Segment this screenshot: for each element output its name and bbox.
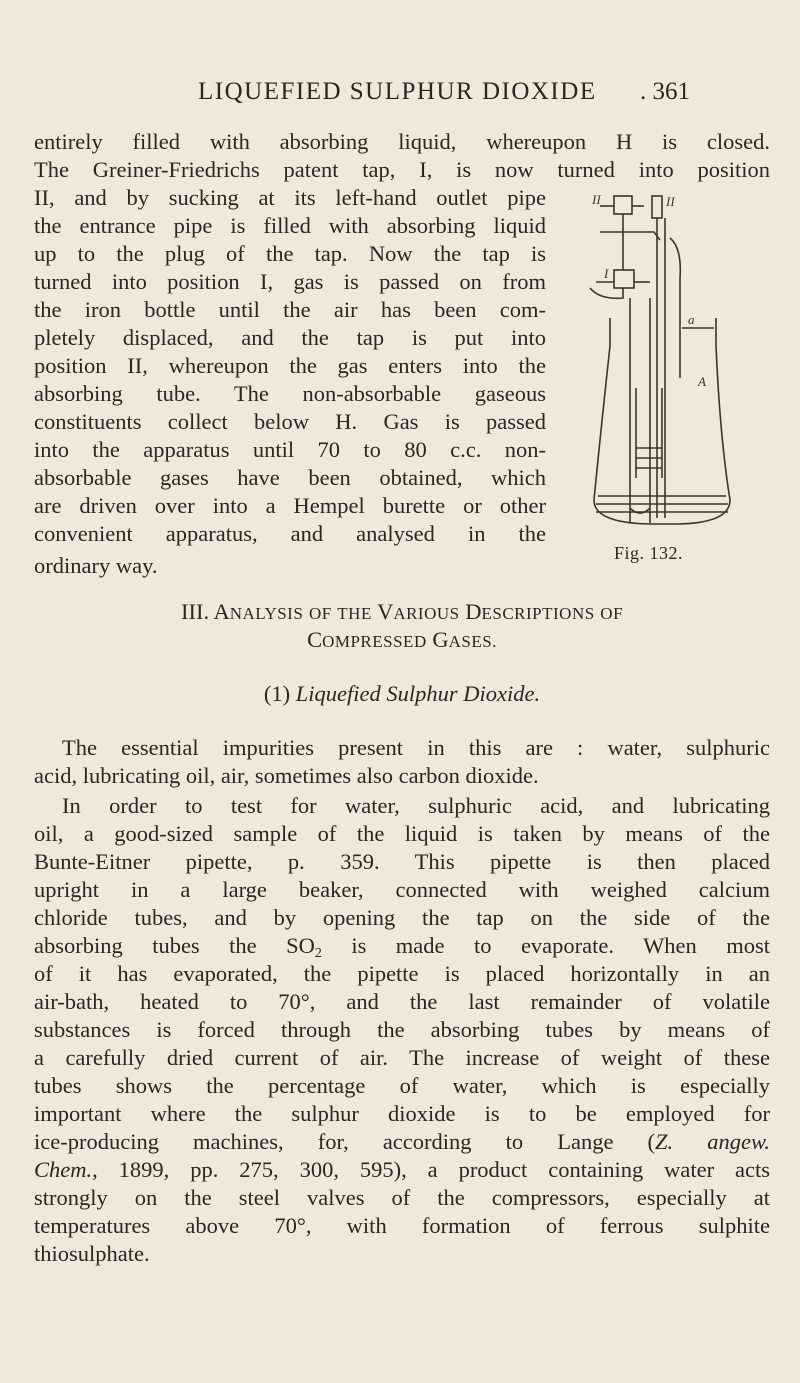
text-line: are driven over into a Hempel burette or other — [34, 493, 546, 518]
heading-word — [465, 599, 594, 624]
text-line — [34, 932, 770, 960]
page-header — [0, 78, 800, 110]
text-line: tubes shows the percentage of water, which is especially — [34, 1073, 770, 1098]
heading-word — [213, 599, 303, 624]
text-line — [34, 1128, 770, 1156]
text-line: the iron bottle until the air has been com- — [34, 297, 546, 322]
text-line: ordinary way. — [34, 553, 158, 578]
text-line: oil, a good-sized sample of the liquid is taken by means of the — [34, 821, 770, 846]
text-span: is made to evaporate. When most — [321, 933, 771, 958]
figure-label-a-capital: A — [698, 374, 706, 389]
journal-name: Chem. — [34, 1157, 93, 1182]
text-line: Bunte-Eitner pipette, p. 359. This pipette is then placed — [34, 849, 770, 874]
section-numeral: III. — [180, 599, 210, 624]
heading-word — [600, 599, 623, 624]
figure-label-i: I — [604, 266, 609, 281]
running-head: LIQUEFIED SULPHUR DIOXIDE — [198, 78, 597, 105]
heading-word — [337, 599, 372, 624]
text-span: absorbing tubes the SO — [34, 933, 315, 958]
text-line: The Greiner-Friedrichs patent tap, I, is now turned into position — [34, 157, 770, 182]
journal-name: Z. angew. — [655, 1129, 770, 1154]
text-line: into the apparatus until 70 to 80 c.c. non- — [34, 437, 546, 462]
text-line: temperatures above 70°, with formation of ferrous sulphite — [34, 1213, 770, 1238]
text-line: turned into position I, gas is passed on from — [34, 269, 546, 294]
text-line: upright in a large beaker, connected with weighed calcium — [34, 877, 770, 902]
text-line: of it has evaporated, the pipette is placed horizontally in an — [34, 961, 770, 986]
heading-word — [307, 627, 427, 652]
text-line: The essential impurities present in this are : water, sulphuric — [62, 735, 770, 760]
gas-absorption-apparatus-drawing — [570, 178, 740, 538]
figure-label-ii-right: II — [666, 194, 675, 209]
apparatus-figure — [570, 178, 740, 538]
text-line: acid, lubricating oil, air, sometimes also carbon dioxide. — [34, 763, 539, 788]
subheading — [34, 680, 770, 708]
figure-label-ii-left: II — [592, 192, 601, 207]
text-span: , 1899, pp. 275, 300, 595), a product containing water acts — [92, 1157, 770, 1182]
heading-word-rest: OF — [308, 604, 332, 623]
text-line: In order to test for water, sulphuric acid, and lubricating — [62, 793, 770, 818]
heading-word-rest: NALYSIS — [229, 604, 304, 623]
text-span: ice-producing machines, for, according to Lange ( — [34, 1129, 656, 1154]
figure-label-a-small: a — [688, 312, 695, 327]
text-line: important where the sulphur dioxide is to be employed for — [34, 1101, 770, 1126]
heading-word — [432, 627, 497, 652]
text-line: pletely displaced, and the tap is put into — [34, 325, 546, 350]
heading-word-rest: OF — [600, 604, 624, 623]
text-line: absorbable gases have been obtained, which — [34, 465, 546, 490]
text-line: absorbing tube. The non-absorbable gaseous — [34, 381, 546, 406]
heading-word — [309, 599, 332, 624]
heading-word — [377, 599, 460, 624]
heading-word-rest: THE — [337, 604, 372, 623]
text-line: position II, whereupon the gas enters into the — [34, 353, 546, 378]
text-line: constituents collect below H. Gas is passed — [34, 409, 546, 434]
heading-word-rest: ASES. — [448, 632, 497, 651]
heading-word-rest: ESCRIPTIONS — [481, 604, 595, 623]
text-line — [34, 1156, 770, 1184]
subscript: 2 — [314, 946, 322, 961]
text-line: thiosulphate. — [34, 1241, 150, 1266]
text-line: the entrance pipe is filled with absorbing liquid — [34, 213, 546, 238]
subheading-number: (1) — [263, 681, 291, 706]
subheading-title: Liquefied Sulphur Dioxide. — [295, 681, 541, 706]
section-heading-line-1 — [34, 598, 770, 628]
section-heading-words — [213, 599, 623, 624]
text-line: strongly on the steel valves of the compressors, especially at — [34, 1185, 770, 1210]
heading-word-initial: V — [377, 599, 394, 624]
heading-word-rest: OMPRESSED — [322, 632, 427, 651]
figure-caption: Fig. 132. — [614, 543, 684, 563]
section-heading-line-2 — [34, 626, 770, 656]
text-line: convenient apparatus, and analysed in the — [34, 521, 546, 546]
text-line: entirely filled with absorbing liquid, whereupon H is closed. — [34, 129, 770, 154]
heading-word-initial: A — [213, 599, 230, 624]
text-line: chloride tubes, and by opening the tap on the side of the — [34, 905, 770, 930]
heading-word-initial: C — [307, 627, 323, 652]
heading-word-initial: G — [432, 627, 449, 652]
heading-word-initial: D — [465, 599, 482, 624]
text-line: up to the plug of the tap. Now the tap is — [34, 241, 546, 266]
text-line: substances is forced through the absorbing tubes by means of — [34, 1017, 770, 1042]
text-line: a carefully dried current of air. The increase of weight of these — [34, 1045, 770, 1070]
text-line: air-bath, heated to 70°, and the last remainder of volatile — [34, 989, 770, 1014]
page-number: . 361 — [640, 78, 690, 105]
text-line: II, and by sucking at its left-hand outlet pipe — [34, 185, 546, 210]
section-heading-words — [307, 627, 497, 652]
heading-word-rest: ARIOUS — [393, 604, 460, 623]
